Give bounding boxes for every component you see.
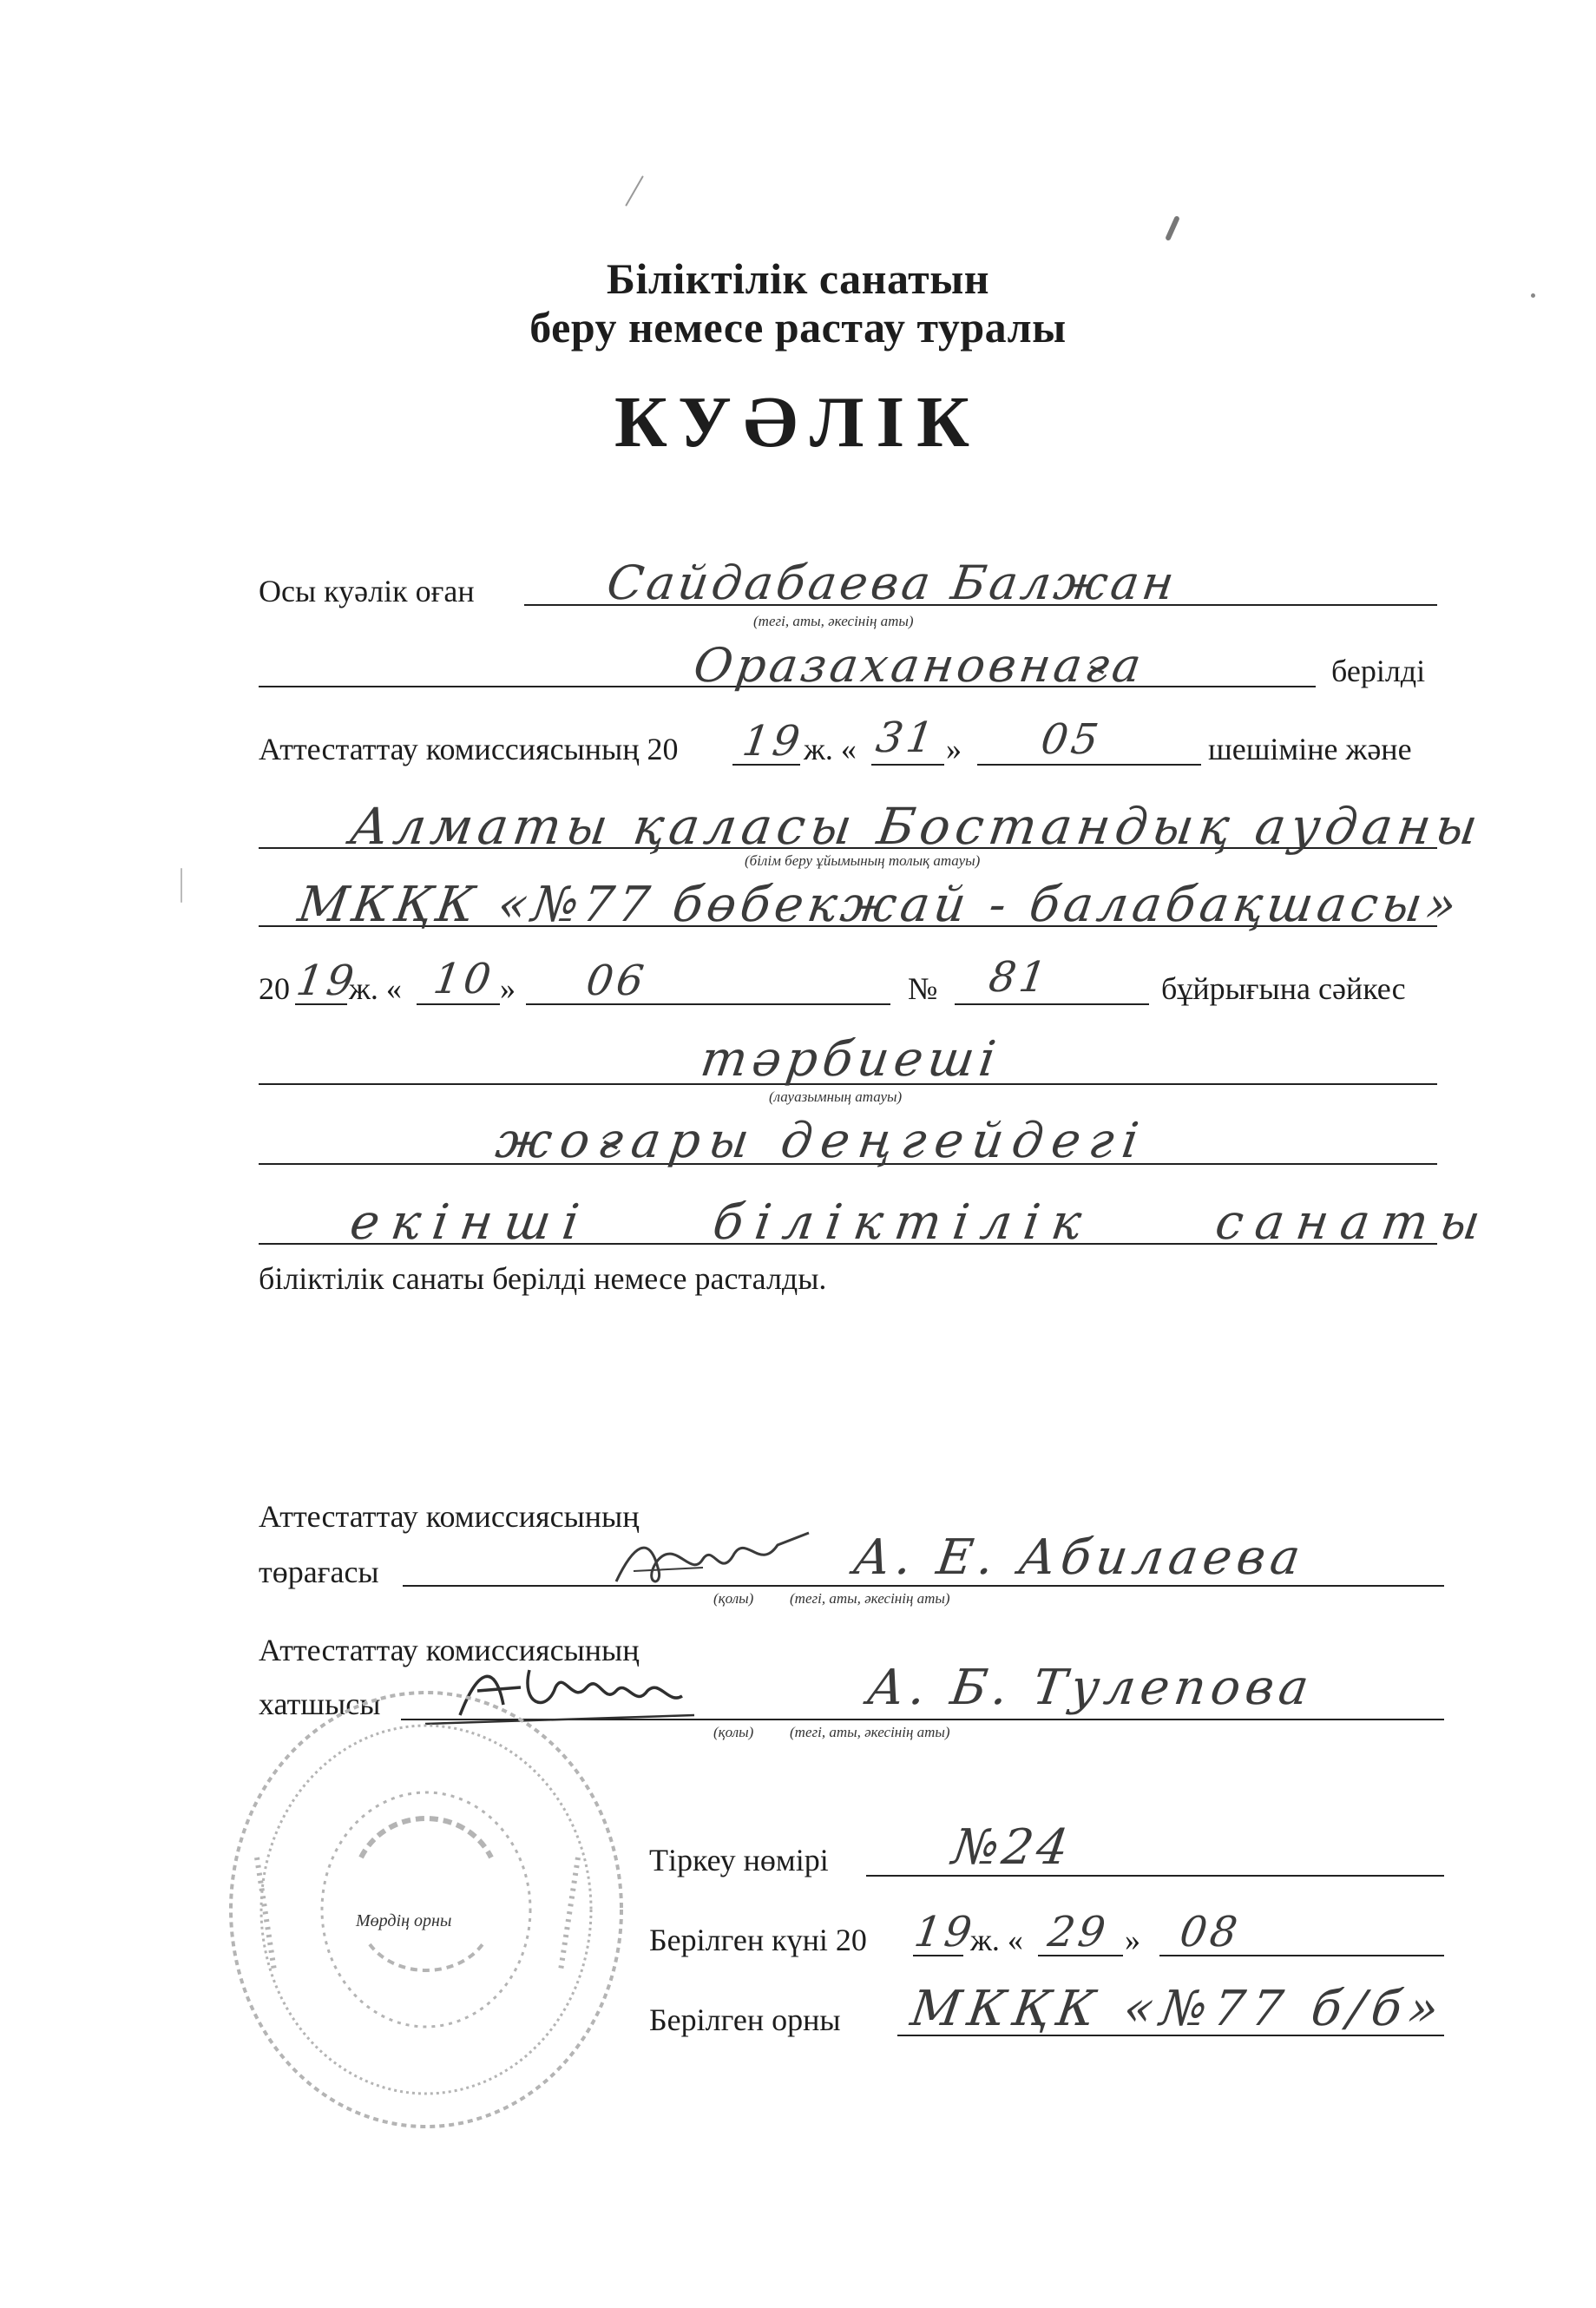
scan-mark <box>625 175 644 207</box>
chairman-label-line2: төрағасы <box>259 1555 379 1589</box>
commission-month-line <box>977 764 1201 766</box>
order-month-line <box>526 1003 890 1005</box>
commission-day-close: » <box>946 732 962 766</box>
secretary-sign-caption: (қолы) <box>713 1724 754 1740</box>
issued-place: МКҚК «№77 б/б» <box>907 1981 1449 2037</box>
order-day-line <box>417 1003 500 1005</box>
order-day-close: » <box>500 971 516 1006</box>
title-line2: беру немесе растау туралы <box>529 303 1067 352</box>
commission-day-line <box>871 764 944 766</box>
chairman-sign-caption: (қолы) <box>713 1590 754 1607</box>
order-suffix: бұйрығына сәйкес <box>1161 971 1406 1006</box>
registration-label: Тіркеу нөмірі <box>649 1843 829 1877</box>
category-level: жоғары деңгейдегі <box>492 1113 1151 1169</box>
organization-caption: (білім беру ұйымының толық атауы) <box>745 852 981 869</box>
order-year: 19 <box>293 957 361 1005</box>
position-name: тәрбиеші <box>697 1031 1005 1088</box>
commission-year-suffix: ж. « <box>804 732 857 766</box>
secretary-label-line2: хатшысы <box>259 1687 381 1721</box>
order-number-label: № <box>908 971 938 1006</box>
secretary-label-line1: Аттестаттау комиссиясының <box>259 1633 640 1667</box>
chairman-name: А. Е. Абилаева <box>850 1529 1309 1586</box>
issued-place-label: Берілген орны <box>649 2002 841 2037</box>
official-seal-stamp <box>222 1684 630 2135</box>
chairman-label-line1: Аттестаттау комиссиясының <box>259 1499 640 1534</box>
commission-year: 19 <box>739 717 807 766</box>
document-title: КУӘЛІК <box>614 382 982 463</box>
recipient-caption: (тегі, аты, әкесінің аты) <box>753 613 914 629</box>
organization-name-line1: Алматы қаласы Бостандық ауданы <box>346 797 1487 856</box>
order-day: 10 <box>430 955 498 1003</box>
registration-number: №24 <box>949 1819 1075 1876</box>
commission-label: Аттестаттау комиссиясының 20 <box>259 732 679 766</box>
order-year-suffix: ж. « <box>349 971 402 1006</box>
order-number-line <box>955 1003 1149 1005</box>
conclusion-text: біліктілік санаты берілді немесе расталды. <box>259 1261 827 1296</box>
issued-year: 19 <box>911 1908 979 1956</box>
order-month: 06 <box>583 957 651 1005</box>
organization-name-line2: МКҚК «№77 бөбекжай - балабақшасы» <box>294 877 1465 933</box>
issued-date-label: Берілген күні 20 <box>649 1923 867 1957</box>
commission-day: 31 <box>873 713 941 762</box>
scan-mark <box>181 868 182 903</box>
chairman-name-caption: (тегі, аты, әкесінің аты) <box>790 1590 950 1607</box>
recipient-suffix: берілді <box>1331 654 1426 688</box>
title-line1: Біліктілік санатын <box>606 254 990 303</box>
scan-speck <box>1531 293 1535 298</box>
issued-year-suffix: ж. « <box>970 1923 1023 1957</box>
category-name: екінші біліктілік санаты <box>346 1194 1496 1251</box>
issued-month: 08 <box>1177 1908 1245 1956</box>
recipient-name: Сайдабаева Балжан <box>603 556 1181 610</box>
order-number: 81 <box>986 953 1054 1002</box>
order-prefix: 20 <box>259 971 290 1006</box>
scan-mark <box>1165 215 1180 241</box>
recipient-label: Осы куәлік оған <box>259 574 475 608</box>
commission-month: 05 <box>1038 715 1106 764</box>
secretary-name-caption: (тегі, аты, әкесінің аты) <box>790 1724 950 1740</box>
chairman-signature <box>608 1528 816 1597</box>
issued-day-close: » <box>1125 1923 1140 1957</box>
position-caption: (лауазымның атауы) <box>769 1088 903 1105</box>
issued-day: 29 <box>1045 1908 1113 1956</box>
secretary-name: А. Б. Тулепова <box>864 1660 1317 1716</box>
recipient-patronymic: Оразахановнаға <box>690 638 1148 693</box>
seal-place-label: Мөрдің орны <box>356 1911 452 1930</box>
commission-suffix: шешіміне және <box>1208 732 1412 766</box>
